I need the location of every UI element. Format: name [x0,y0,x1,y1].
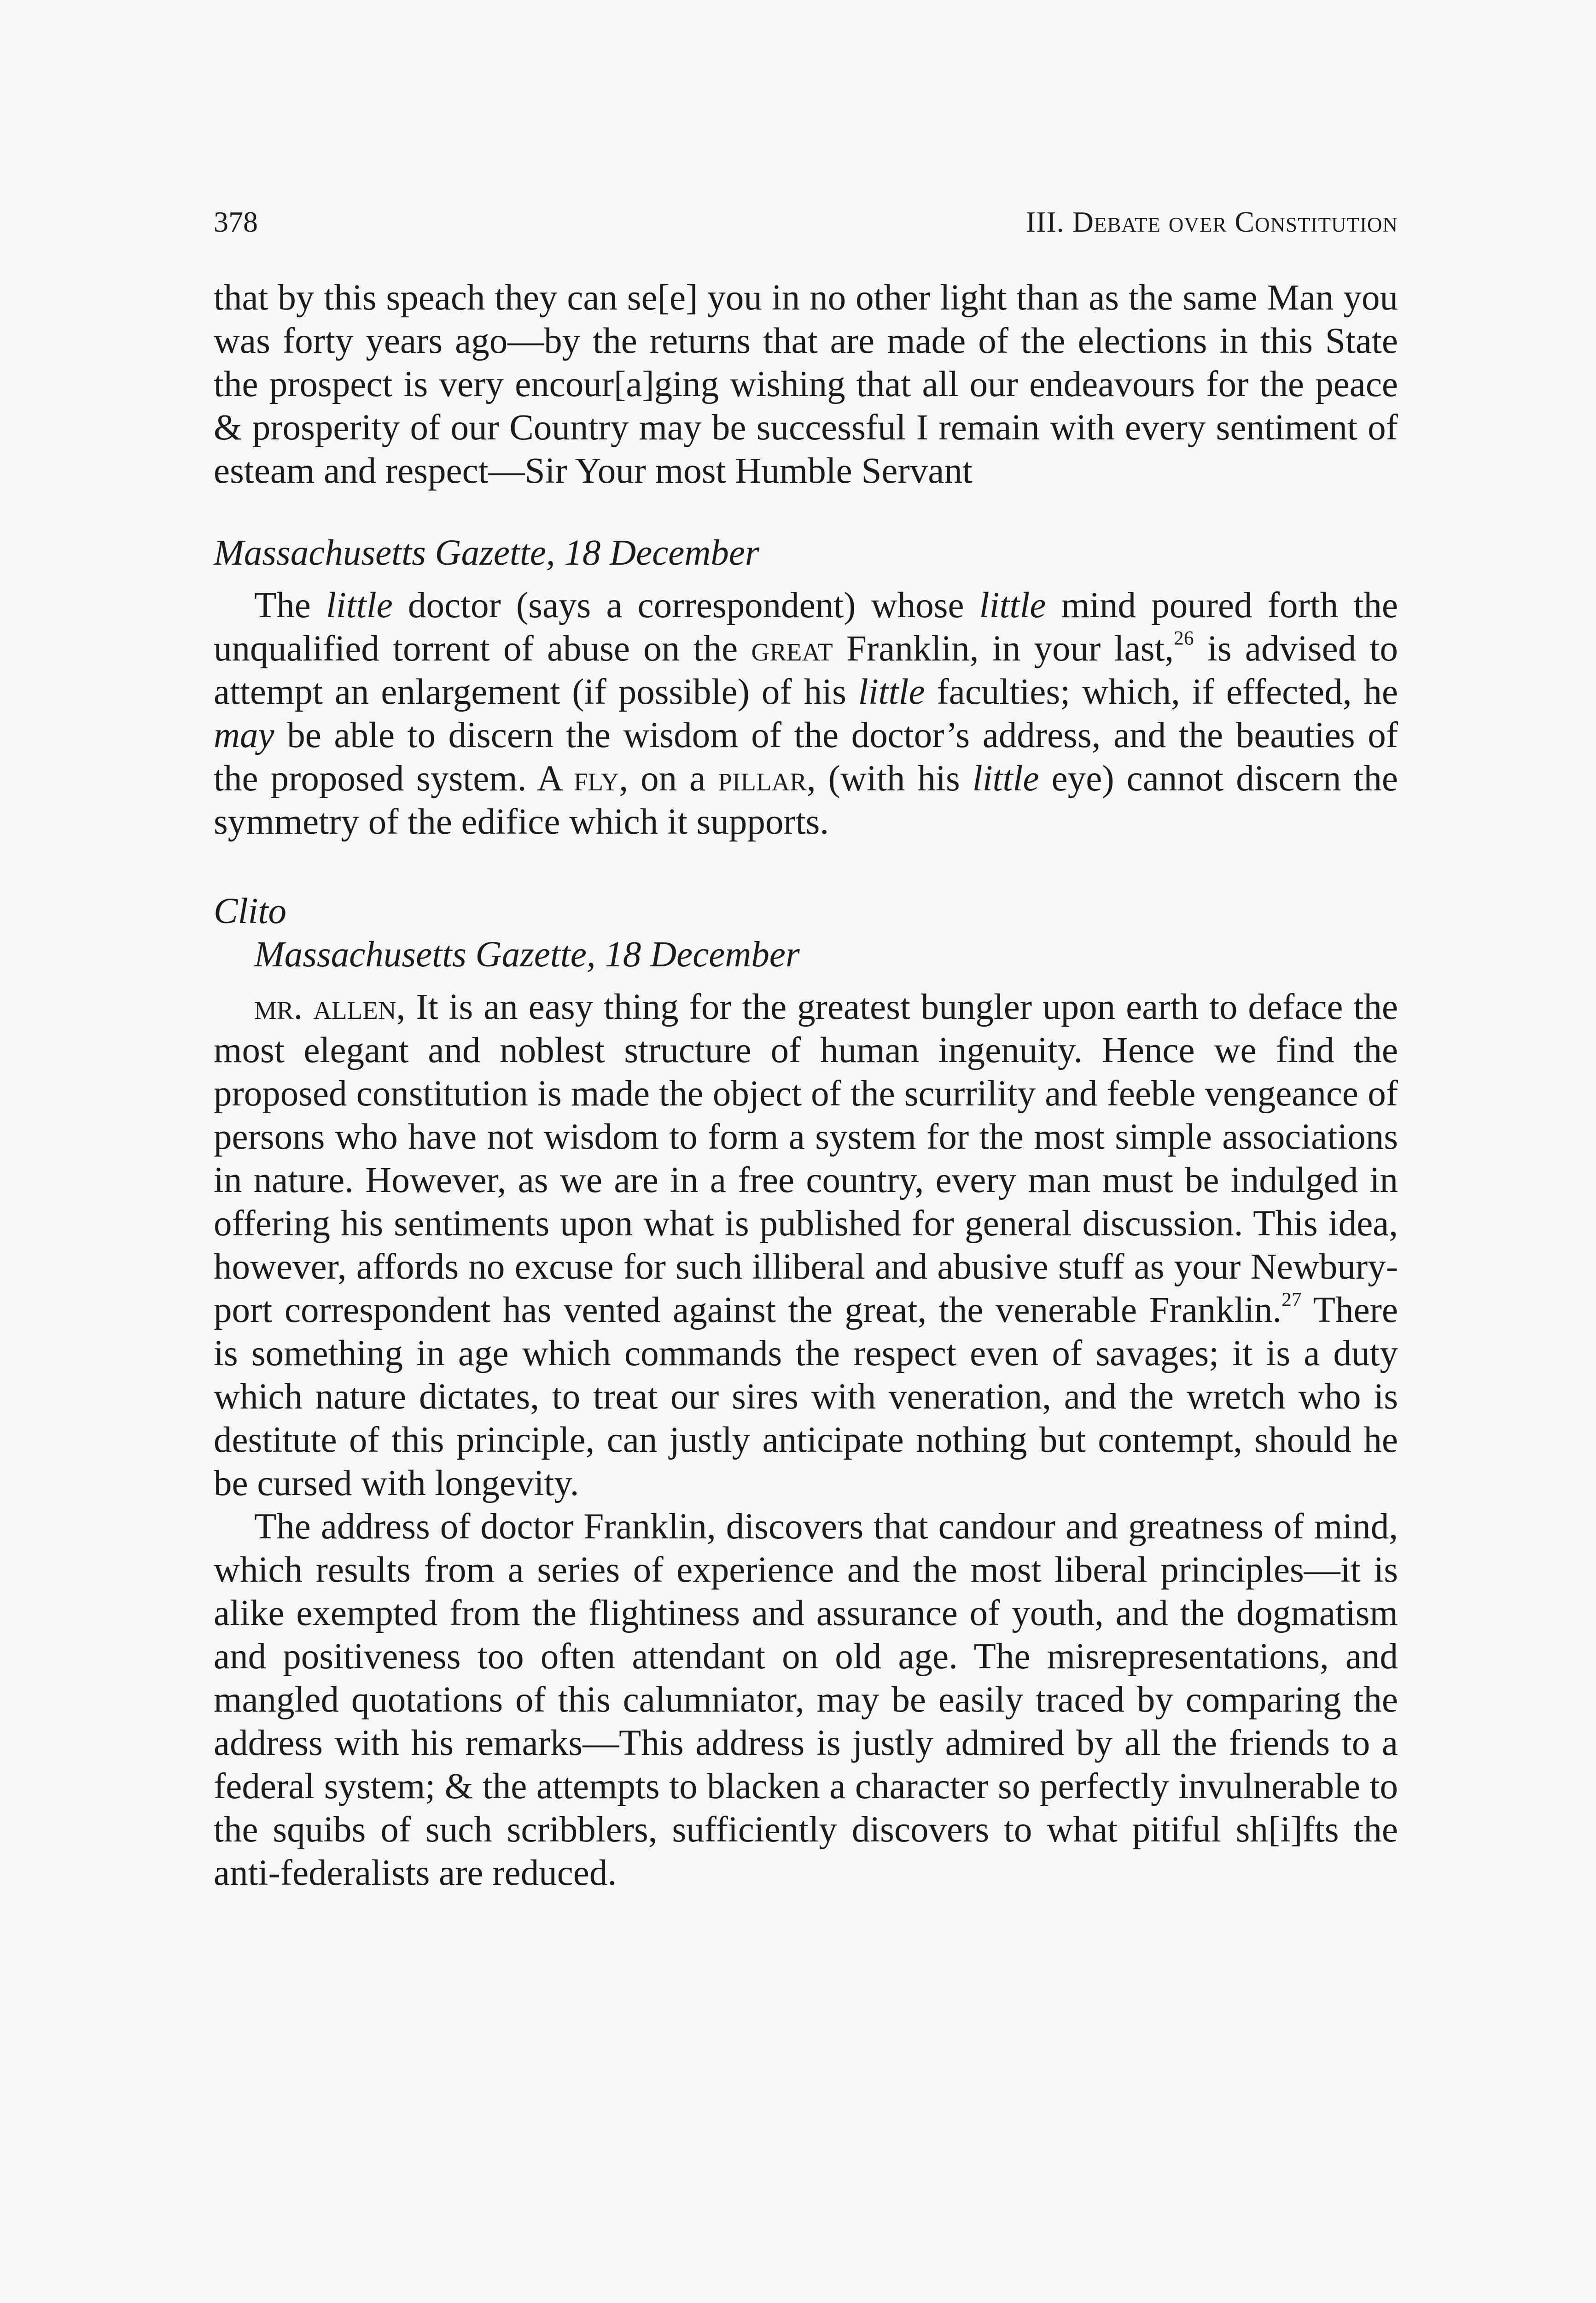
page-body [214,276,1398,1895]
footnote-ref-27: 27 [1281,1288,1302,1311]
letter-closing-paragraph: that by this speach they can se[e] you in no other light than as the same Man you was forty years ago—by the returns that are made of the elections in this State the prospect is very encour[a]ging wishing that all our endeavours for the peace & prosperity of our Country may be successful I remain with every sentiment of esteam and respect—Sir Your most Humble Servant [214,278,1398,491]
smallcaps-pillar: pillar [718,759,807,799]
author-heading: Clito [214,891,287,931]
smallcaps-great: great [751,629,833,669]
salutation: mr. allen [254,987,396,1027]
emph-little: little [979,585,1046,625]
emph-little: little [972,759,1039,799]
footnote-ref-26: 26 [1174,627,1194,649]
dateline-2: Massachusetts Gazette, 18 December [254,935,800,975]
page-number: 378 [214,205,258,238]
running-header [214,199,1398,245]
item2-paragraph-2: The address of doctor Franklin, discovers that candour and greatness of mind, which results from a series of experience and the most liberal principles—it is alike exempted from the flightiness and assurance of youth, and the dogmatism and positiveness too often attendant on old age. The misrepresentations, and mangled quotations of this calumniator, may be easily traced by comparing the address with his remarks—This address is justly admired by all the friends to a federal system; & the attempts to blacken a character so perfectly invulnerable to the squibs of such scribblers, sufficiently discovers to what pitiful sh[i]fts the anti-federalists are reduced. [214,1507,1398,1893]
smallcaps-fly: fly [573,759,619,799]
running-head-title: III. Debate over Constitution [1025,205,1398,238]
dateline-1: Massachusetts Gazette, 18 December [214,533,759,573]
item2-paragraph-1: mr. allen, It is an easy thing for the greatest bungler upon earth to deface the most elegant and noblest structure of human ingenuity. Hence we find the proposed constitution is made the object of the scurrility and feeble vengeance of persons who have not wisdom to form a system for the most simple associations in nature. However, as we are in a free country, every man must be indulged in offering his sentiments upon what is published for general discussion. This idea, however, affords no excuse for such illiberal and abusive stuff as your Newbury-port correspondent has vented against the great, the venerable Franklin.$^{27}$ There is something in age which commands the respect even of savages; it is a duty which nature dictates, to treat our sires with veneration, and the wretch who is destitute of this principle, can justly anticipate nothing but contempt, should he be cursed with longevity. [214,987,1398,1503]
emph-may: may [214,715,274,755]
emph-little: little [858,672,925,712]
item1-paragraph: The little doctor (says a correspondent) whose little mind poured forth the unqualified torrent of abuse on the great Franklin, in your last,$^{26}$ is advised to attempt an enlargement (if possible) of his little faculties; which, if effected, he may be able to discern the wisdom of the doctor’s address, and the beauties of the proposed system. A fly, on a pillar, (with his little eye) cannot discern the symmetry of the edifice which it supports. [214,585,1398,842]
emph-little: little [326,585,393,625]
